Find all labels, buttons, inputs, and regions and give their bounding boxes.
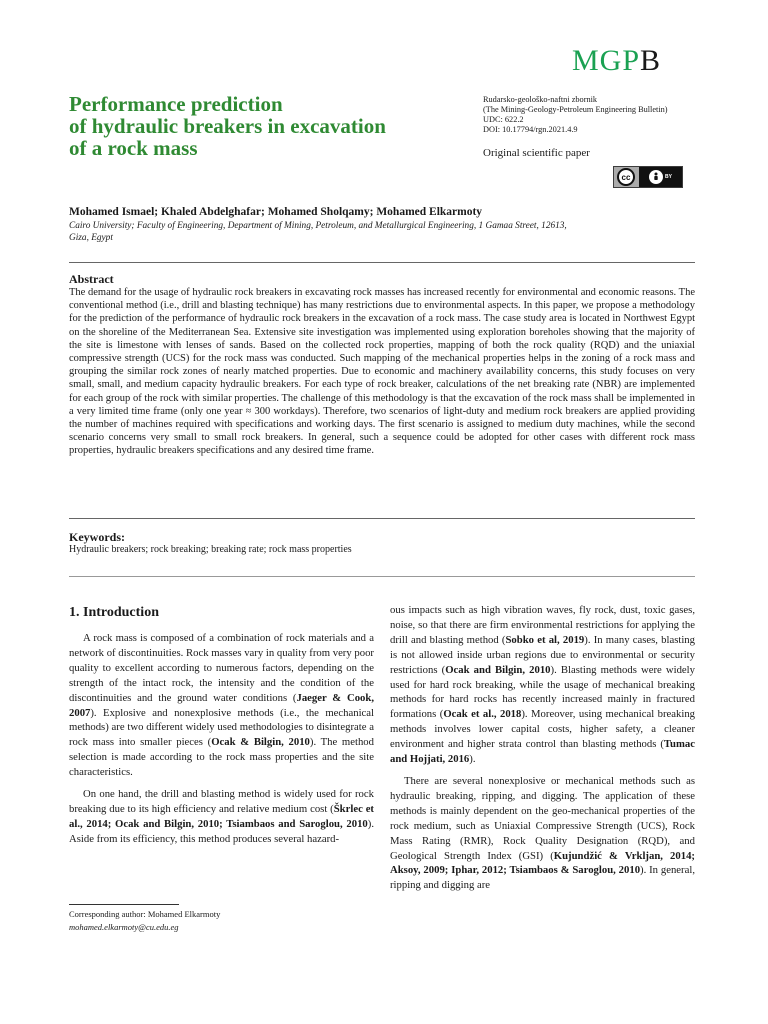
- title-line-3: of a rock mass: [69, 136, 198, 160]
- citation-link[interactable]: Sobko et al, 2019: [505, 633, 585, 646]
- cc-by-license-badge[interactable]: [613, 166, 683, 188]
- author-email-link[interactable]: mohamed.elkarmoty@cu.edu.eg: [69, 922, 179, 932]
- journal-name: Rudarsko-geološko-naftni zbornik: [483, 95, 598, 104]
- paragraph: On one hand, the drill and blasting method is widely used for rock breaking due to its high efficiency and relative medium cost (Škrlec et al., 2014; Ocak and Bilgin, 2010; Tsiambaos and Saroglou, 2010). Aside from its efficiency, this method produces several hazard-: [69, 788, 374, 845]
- citation-link[interactable]: Ocak & Bilgin, 2010: [211, 736, 310, 749]
- footnote-divider: [69, 904, 179, 905]
- paragraph: A rock mass is composed of a combination of rock materials and a network of discontinuities. Rock masses vary in quality from very poor quality to excellent according to numerous factors, depending on the strength of the intact rock, the intensity and the condition of the discontinuities and the ground water conditions (Jaeger & Cook, 2007). Explosive and nonexplosive methods (i.e., the mechanical methods) are two different widely used methodologies to disintegrate a rock mass into smaller pieces (Ocak & Bilgin, 2010). The method selection is made according to the rock mass properties and the site characteristics.: [69, 632, 374, 779]
- paragraph: ous impacts such as high vibration waves, fly rock, dust, toxic gases, noise, so that there are firm environmental restrictions for applying the drill and blasting method (Sobko et al, 2019). In many cases, blasting is not allowed inside urban regions due to environmental or security restrictions (Ocak and Bilgin, 2010). Blasting methods were widely used for hard rock breaking, while the usage of mechanical breaking methods for hard rocks has recently increased mainly in fractured formations (Ocak et al., 2018). Moreover, using mechanical breaking methods involves lower capital costs, higher safety, a cleaner environment and higher strata control than blasting methods (Tumac and Hojjati, 2016).: [390, 604, 696, 766]
- attribution-person-icon: [649, 170, 663, 184]
- abstract-heading: Abstract: [69, 272, 114, 286]
- journal-logo: [572, 44, 661, 78]
- corresponding-author: Corresponding author: Mohamed Elkarmoty: [69, 909, 221, 919]
- body-column-right: [390, 603, 695, 900]
- section-heading-introduction: 1. Introduction: [69, 605, 159, 620]
- attribution-block: [639, 167, 682, 187]
- title-line-2: of hydraulic breakers in excavation: [69, 114, 386, 138]
- keywords-list: Hydraulic breakers; rock breaking; breaking rate; rock mass properties: [69, 544, 352, 555]
- journal-meta: [483, 95, 713, 135]
- citation-link[interactable]: Ocak et al., 2018: [443, 708, 522, 721]
- citation-link[interactable]: Kujundžić & Vrkljan, 2014; Aksoy, 2009; Iphar, 2012; Tsiambaos & Saroglou, 2010: [390, 849, 695, 877]
- title-line-1: Performance prediction: [69, 92, 283, 116]
- citation-link[interactable]: Jaeger & Cook, 2007: [69, 691, 374, 719]
- keywords-heading: Keywords:: [69, 530, 125, 544]
- creative-commons-icon: cc: [617, 168, 635, 186]
- divider-keywords: [69, 576, 695, 577]
- udc-code: UDC: 622.2: [483, 115, 524, 124]
- author-list: Mohamed Ismael; Khaled Abdelghafar; Mohamed Sholqamy; Mohamed Elkarmoty: [69, 206, 483, 218]
- citation-link[interactable]: Ocak and Bilgin, 2010: [445, 663, 551, 676]
- doi-link[interactable]: DOI: 10.17794/rgn.2021.4.9: [483, 125, 578, 134]
- paper-title: [69, 93, 449, 159]
- affiliation: [69, 220, 669, 244]
- divider-top: [69, 262, 695, 263]
- paragraph: There are several nonexplosive or mechanical methods such as hydraulic breaking, ripping, and digging. The application of these methods is mainly dependent on the geo-mechanical properties of the rock medium, such as Uniaxial Compressive Strength (UCS), Rock Mass Rating (RMR), Rock Quality Designation (RQD), and Geological Strength Index (GSI) (Kujundžić & Vrkljan, 2014; Aksoy, 2009; Iphar, 2012; Tsiambaos & Saroglou, 2010). In general, ripping and digging are: [390, 774, 695, 892]
- body-column-left: [69, 631, 374, 854]
- citation-link[interactable]: Tumac and Hojjati, 2016: [390, 738, 695, 766]
- by-label: BY: [665, 174, 672, 180]
- paper-type: Original scientific paper: [483, 147, 590, 159]
- journal-subtitle: (The Mining-Geology-Petroleum Engineering Bulletin): [483, 105, 668, 114]
- citation-link[interactable]: Škrlec et al., 2014; Ocak and Bilgin, 2010; Tsiambaos and Saroglou, 2010: [69, 802, 374, 830]
- logo-b: B: [640, 44, 662, 77]
- logo-mgp: MGP: [572, 44, 641, 77]
- abstract-body: The demand for the usage of hydraulic rock breakers in excavating rock masses has increased recently for environmental and economic reasons. The conventional method (i.e., drill and blasting technique) has many restrictions due to environmental aspects. In this paper, we propose a methodology for the prediction of the performance of hydraulic rock breakers in the excavation of a rock mass. The case study area is located in Northwest Egypt on the shoreline of the Mediterranean Sea. Extensive site investigation was implemented using exploration boreholes showing that the majority of the site is limestone with lenses of sands. Based on the collected rock properties, mapping of both the rock quality (RQD) and the uniaxial compressive strength (UCS) for the rock mass was conducted. Such mapping of the mechanical properties helps in the zoning of a rock mass and grouping the similar rock zones of nearly matched properties. Due to economic and machinery availability concerns, this study focuses on very small, small, and medium capacity hydraulic breakers. For each type of rock breaker, calculations of the net breaking rate (NBR) are implemented for each group of the rock with similar properties. The challenge of this methodology is that the excavation of the rock mass shall be implemented in a very limited time frame (only one year ≈ 300 workdays). Therefore, two scenarios of light-duty and medium rock breakers are applied providing the number of machines required with specifications and working days. The first scenario is assigned to medium duty machines, while the second scenario concerns very small to small rock breakers. In general, such a sequence could be adopted for other cases with different rock mass properties, hydraulic breakers specifications and any desired time frame.: [69, 287, 695, 457]
- affiliation-line-2: Giza, Egypt: [69, 233, 113, 243]
- divider-abstract: [69, 518, 695, 519]
- affiliation-line-1: Cairo University; Faculty of Engineering, Department of Mining, Petroleum, and Metallurgical Engineering, 1 Gamaa Street, 12613,: [69, 221, 567, 231]
